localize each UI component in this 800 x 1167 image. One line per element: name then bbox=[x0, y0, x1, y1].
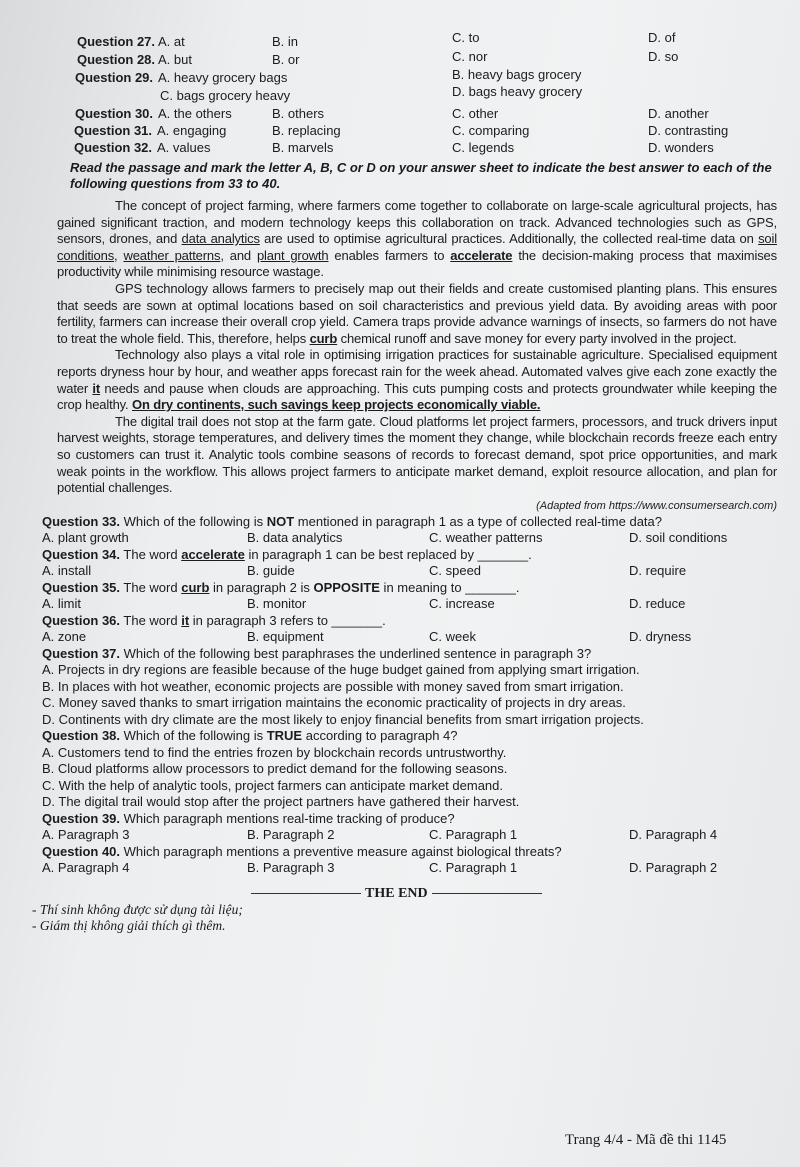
paragraph-4: The digital trail does not stop at the farm gate. Cloud platforms let project farmers, processors, and truck drivers input harvest weights, storage temperatures, and delivery times the moment they change, while blockchain records freeze each entry so customers can trust it. Analytic tools combine seasons of records to forecast demand, spot price opportunities, and mark weak points in the workflow. This allows project farmers to anticipate market demand, exploit resource allocation, and plan for potential challenges. bbox=[57, 413, 777, 496]
option-d: D. bags heavy grocery bbox=[452, 84, 583, 99]
question-35-stem: Question 35. The word curb in paragraph 2 is OPPOSITE in meaning to _______. bbox=[42, 579, 520, 595]
question-35-options: A. limit B. monitor C. increase D. reduce bbox=[42, 596, 686, 612]
source-citation: (Adapted from https://www.consumersearch.com) bbox=[536, 499, 777, 512]
question-37-stem: Question 37. Which of the following best paraphrases the underlined sentence in paragraph 3? bbox=[42, 645, 592, 661]
option-d: D. wonders bbox=[648, 140, 714, 155]
option-b: B. heavy bags grocery bbox=[452, 67, 582, 82]
question-38-option-a: A. Customers tend to find the entries frozen by blockchain records untrustworthy. bbox=[42, 744, 507, 760]
question-30-options: Question 30. A. the others B. others C. other D. another bbox=[75, 106, 709, 121]
paragraph-2: GPS technology allows farmers to precisely map out their fields and create customised planting plans. This ensures that seeds are sown at optimal locations based on soil characteristics and previous yield data. By avoiding areas with poor fertility, farmers can increase their overall crop yield. Camera traps provide advance warnings of insects, so farmers do not have to treat the whole field. This, therefore, helps curb chemical runoff and save money for every party involved in the project. bbox=[57, 280, 777, 346]
note-2: - Giám thị không giải thích gì thêm. bbox=[32, 917, 226, 933]
reading-passage bbox=[57, 198, 777, 497]
option-d: D. contrasting bbox=[648, 123, 729, 138]
option-c: C. bags grocery heavy bbox=[160, 88, 291, 103]
option-b: B. or bbox=[272, 52, 300, 67]
divider bbox=[432, 893, 542, 894]
question-39-stem: Question 39. Which paragraph mentions real-time tracking of produce? bbox=[42, 810, 455, 826]
question-38-option-c: C. With the help of analytic tools, project farmers can anticipate market demand. bbox=[42, 777, 503, 793]
reading-section bbox=[32, 160, 777, 934]
option-b: B. replacing bbox=[272, 123, 341, 138]
question-36-options: A. zone B. equipment C. week D. dryness bbox=[42, 629, 692, 645]
question-39-options: A. Paragraph 3 B. Paragraph 2 C. Paragraph 1 D. Paragraph 4 bbox=[42, 827, 718, 843]
option-c: C. comparing bbox=[452, 123, 530, 138]
divider bbox=[251, 893, 361, 894]
question-38-option-d: D. The digital trail would stop after the project partners have gathered their harvest. bbox=[42, 794, 520, 810]
question-29-options: Question 29. A. heavy grocery bags B. heavy bags grocery C. bags grocery heavy D. bags heavy grocery bbox=[75, 67, 583, 103]
option-d: D. another bbox=[648, 106, 709, 121]
question-37-option-d: D. Continents with dry climate are the most likely to enjoy financial benefits from smart irrigation projects. bbox=[42, 711, 644, 727]
option-d: D. of bbox=[648, 30, 676, 45]
page-footer: Trang 4/4 - Mã đề thi 1145 bbox=[565, 1132, 727, 1148]
option-b: B. others bbox=[272, 106, 325, 121]
option-a: A. values bbox=[157, 140, 211, 155]
instruction: Read the passage and mark the letter A, B, C or D on your answer sheet to indicate the best answer to each of the following questions from 33 to 40. bbox=[70, 160, 772, 191]
option-a: A. but bbox=[158, 52, 192, 67]
paragraph-1: The concept of project farming, where farmers come together to collaborate on large-scale agricultural projects, has gained significant traction, and modern technology keeps this collaboration on track. Advanced technologies such as GPS, sensors, drones, and data analytics are used to optimise agricultural practices. Additionally, the collected real-time data on soil conditions, weather patterns, and plant growth enables farmers to accelerate the decision-making process that maximises productivity while minimising resource wastage. bbox=[57, 198, 777, 280]
option-c: C. other bbox=[452, 106, 499, 121]
question-40-stem: Question 40. Which paragraph mentions a preventive measure against biological threats? bbox=[42, 843, 562, 859]
question-28-options: Question 28. A. but B. or C. nor D. so bbox=[77, 49, 679, 67]
question-37-option-b: B. In places with hot weather, economic projects are possible with money saved from smart irrigation. bbox=[42, 678, 624, 694]
option-c: C. nor bbox=[452, 49, 488, 64]
question-33-options: A. plant growth B. data analytics C. weather patterns D. soil conditions bbox=[42, 530, 728, 546]
paragraph-3: Technology also plays a vital role in optimising irrigation practices for sustainable agriculture. Specialised equipment reports dryness hour by hour, and weather apps forecast rain for the week ahead. Automated valves give each zone exactly the water it needs and pause when clouds are approaching. This cuts pumping costs and protects groundwater while keeping the crop healthy. On dry continents, such savings keep projects economically viable. bbox=[57, 347, 777, 413]
option-a: A. at bbox=[158, 34, 185, 49]
question-37-option-c: C. Money saved thanks to smart irrigation maintains the economic practicality of projects in dry areas. bbox=[42, 695, 626, 711]
question-32-options: Question 32. A. values B. marvels C. legends D. wonders bbox=[74, 140, 714, 155]
question-31-options: Question 31. A. engaging B. replacing C. comparing D. contrasting bbox=[74, 123, 729, 138]
option-a: A. the others bbox=[158, 106, 232, 121]
option-c: C. legends bbox=[452, 140, 515, 155]
option-d: D. so bbox=[648, 49, 679, 64]
option-b: B. marvels bbox=[272, 140, 334, 155]
question-36-stem: Question 36. The word it in paragraph 3 refers to _______. bbox=[42, 612, 386, 628]
option-b: B. in bbox=[272, 34, 299, 49]
question-37-option-a: A. Projects in dry regions are feasible because of the huge budget gained from applying smart irrigation. bbox=[42, 662, 640, 678]
option-a: A. engaging bbox=[157, 123, 227, 138]
question-33-stem: Question 33. Which of the following is NOT mentioned in paragraph 1 as a type of collected real-time data? bbox=[42, 513, 663, 529]
question-40-options: A. Paragraph 4 B. Paragraph 3 C. Paragraph 1 D. Paragraph 2 bbox=[42, 860, 718, 876]
question-27-options: Question 27. A. at B. in C. to D. of bbox=[77, 30, 676, 49]
question-38-stem: Question 38. Which of the following is TRUE according to paragraph 4? bbox=[42, 728, 458, 744]
note-1: - Thí sinh không được sử dụng tài liệu; bbox=[32, 901, 243, 917]
option-a: A. heavy grocery bags bbox=[158, 70, 288, 85]
question-38-option-b: B. Cloud platforms allow processors to predict demand for the following seasons. bbox=[42, 761, 508, 777]
the-end-marker: THE END bbox=[247, 885, 777, 902]
question-34-stem: Question 34. The word accelerate in paragraph 1 can be best replaced by _______. bbox=[42, 546, 532, 562]
question-34-options: A. install B. guide C. speed D. require bbox=[42, 563, 687, 579]
option-c: C. to bbox=[452, 30, 480, 45]
